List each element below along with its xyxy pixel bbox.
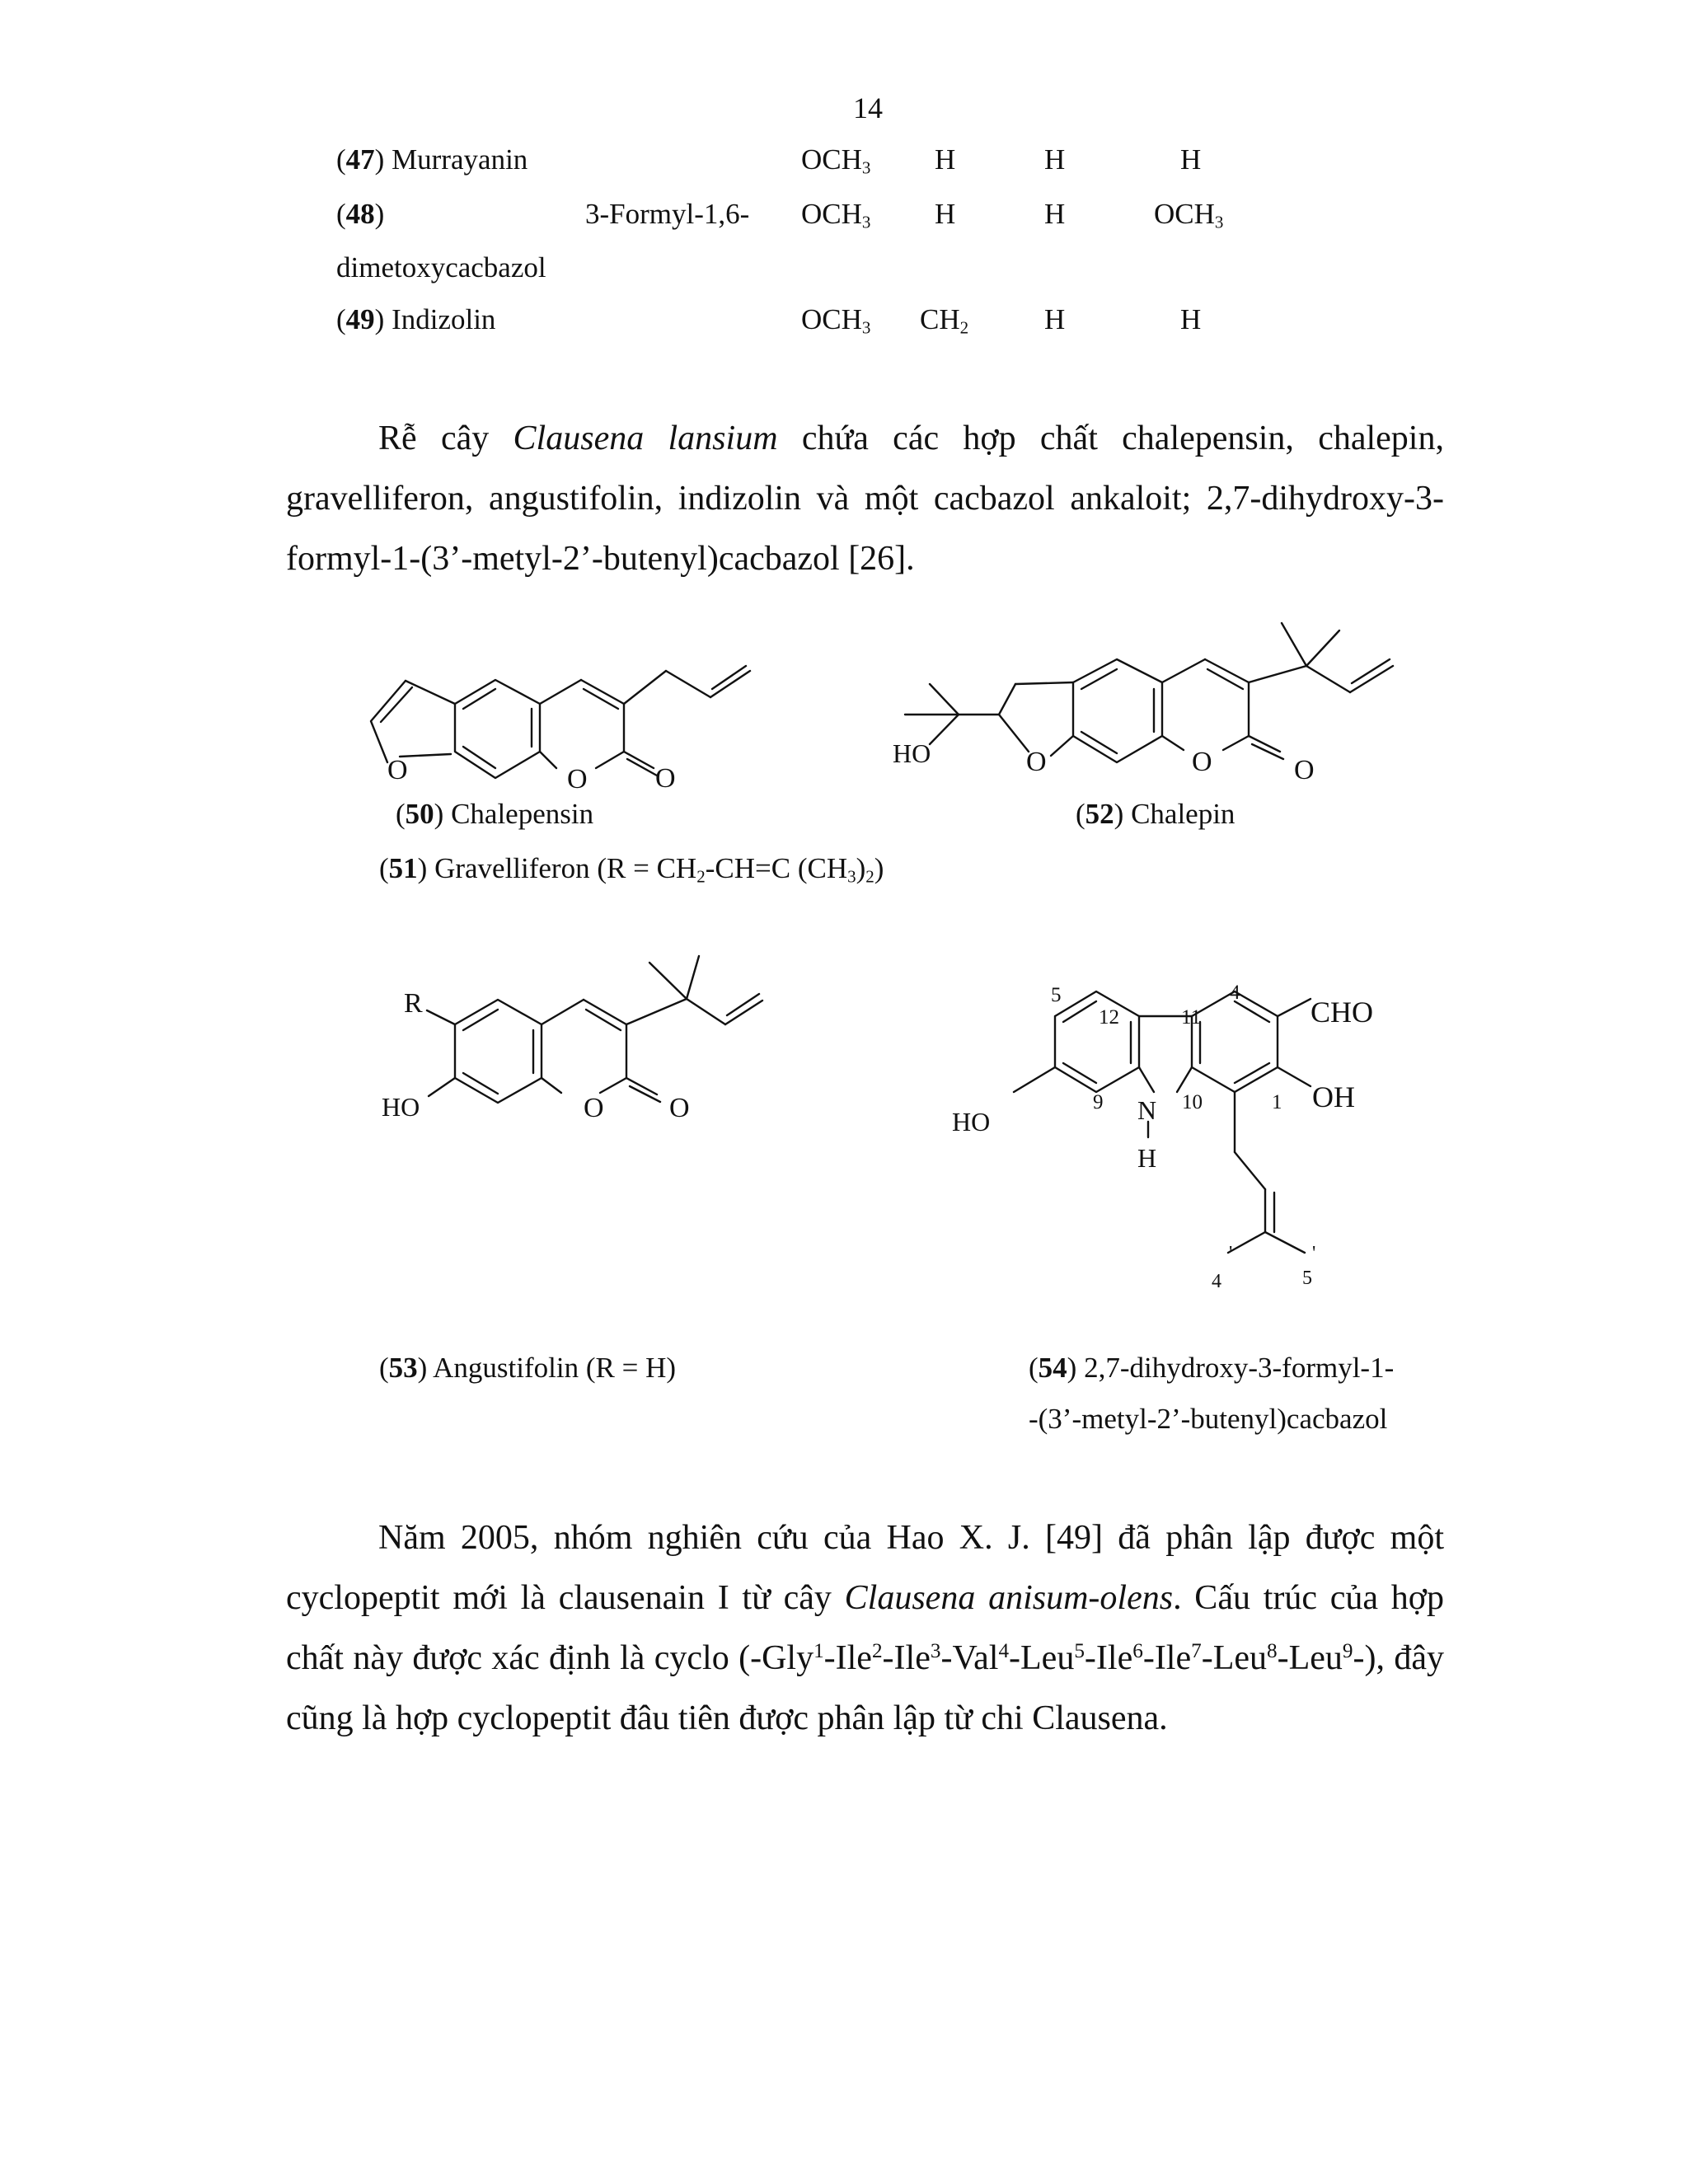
svg-text:H: H bbox=[1137, 1143, 1157, 1173]
structure-chalepensin bbox=[371, 666, 750, 794]
caption-52: (52) Chalepin bbox=[1076, 798, 1236, 830]
structure-chalepin bbox=[893, 623, 1393, 785]
table-cell: $OCH_3$ bbox=[801, 143, 871, 178]
svg-text:9: 9 bbox=[1093, 1091, 1104, 1113]
caption-53: (53) Angustifolin (R = H) bbox=[379, 1352, 677, 1384]
svg-text:': ' bbox=[1312, 1243, 1316, 1264]
svg-text:HO: HO bbox=[952, 1107, 991, 1137]
table-cell: H bbox=[1044, 303, 1066, 335]
table-cell: $OCH_3$ bbox=[1154, 198, 1224, 232]
paragraph-2: Năm 2005, nhóm nghiên cứu của Hao X. J. [49] đã phân lập được một cyclopeptit mới là clausenain I từ cây Clausena anisum-olens. Cấu trúc của hợp chất này được xác định là cyclo (-Gly$^1$-Ile$^2$-Ile$^3$-Val$^4$-Leu$^5$-Ile$^6$-Ile$^7$-Leu$^8$-Leu$^9$-), đây cũng là hợp cyclopeptit đâu tiên được phân lập từ chi Clausena. bbox=[286, 1519, 1444, 1737]
caption-50: (50) Chalepensin bbox=[396, 798, 594, 830]
svg-text:5: 5 bbox=[1051, 984, 1062, 1006]
svg-text:HO: HO bbox=[382, 1092, 420, 1122]
table-cell: dimetoxycacbazol bbox=[336, 251, 546, 284]
svg-text:HO: HO bbox=[893, 738, 931, 768]
svg-text:4: 4 bbox=[1212, 1271, 1221, 1292]
svg-text:11: 11 bbox=[1181, 1006, 1202, 1029]
table-cell: H bbox=[1044, 143, 1066, 176]
caption-51: (51) Gravelliferon ($R = CH_2-CH=C$ $(CH_3)_2$) bbox=[379, 852, 884, 887]
svg-text:O: O bbox=[1026, 747, 1047, 777]
svg-text:O: O bbox=[567, 764, 588, 794]
svg-text:CHO: CHO bbox=[1311, 996, 1374, 1029]
table-cell: 3-Formyl-1,6- bbox=[585, 198, 750, 230]
table-cell: H bbox=[1180, 303, 1202, 335]
table-row-49-name: (49) Indizolin bbox=[336, 303, 496, 335]
svg-text:O: O bbox=[387, 755, 408, 785]
svg-text:O: O bbox=[1192, 747, 1212, 777]
svg-text:N: N bbox=[1137, 1095, 1157, 1125]
svg-text:O: O bbox=[584, 1093, 604, 1123]
svg-text:1: 1 bbox=[1272, 1091, 1282, 1113]
table-cell: H bbox=[1180, 143, 1202, 176]
svg-text:5: 5 bbox=[1302, 1268, 1312, 1289]
table-row-47-name: (47) Murrayanin bbox=[336, 143, 528, 176]
caption-54: (54) 2,7-dihydroxy-3-formyl-1- bbox=[1029, 1352, 1395, 1384]
svg-text:4: 4 bbox=[1230, 982, 1240, 1004]
svg-text:O: O bbox=[1294, 755, 1315, 785]
table-cell: H bbox=[1044, 198, 1066, 230]
svg-text:10: 10 bbox=[1182, 1091, 1203, 1113]
svg-text:O: O bbox=[655, 763, 676, 794]
svg-text:12: 12 bbox=[1099, 1006, 1119, 1029]
table-cell: H bbox=[935, 198, 956, 230]
svg-text:R: R bbox=[404, 988, 423, 1019]
structure-carbazole bbox=[952, 982, 1373, 1292]
svg-text:': ' bbox=[1229, 1243, 1233, 1264]
table-cell: H bbox=[935, 143, 956, 176]
structure-angustifolin bbox=[382, 956, 762, 1123]
caption-54-line2: -(3’-metyl-2’-butenyl)cacbazol bbox=[1029, 1403, 1388, 1435]
svg-text:OH: OH bbox=[1312, 1080, 1355, 1113]
svg-text:O: O bbox=[669, 1093, 690, 1123]
page-number: 14 bbox=[853, 91, 883, 124]
table-cell: $OCH_3$ bbox=[801, 198, 871, 232]
table-cell: $OCH_3$ bbox=[801, 303, 871, 338]
paragraph-1: Rễ cây Clausena lansium chứa các hợp chất chalepensin, chalepin, gravelliferon, angustifolin, indizolin và một cacbazol ankaloit; 2,7-dihydroxy-3-formyl-1-(3’-metyl-2’-butenyl)cacbazol [26]. bbox=[286, 419, 1444, 578]
table-cell: $CH_2$ bbox=[920, 303, 969, 338]
table-row-48-name: (48) bbox=[336, 198, 385, 230]
